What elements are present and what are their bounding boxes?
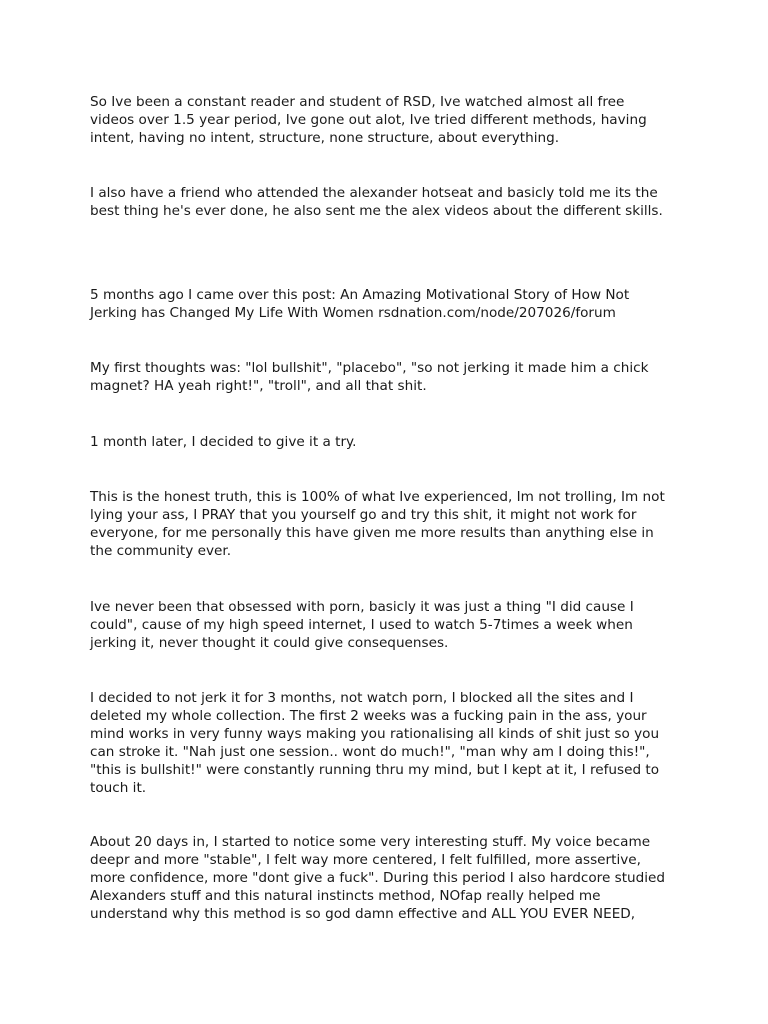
- paragraph-intro: So Ive been a constant reader and student of RSD, Ive watched almost all free videos over 1.5 year period, Ive gone out alot, Ive tried different methods, having intent, having no intent, structure, none structure, about everything.: [90, 94, 647, 146]
- paragraph-20-days: About 20 days in, I started to notice some very interesting stuff. My voice became deepr and more "stable", I felt way more centered, I felt fulfilled, more assertive, more confidence, more "dont give a fuck". During this period I also hardcore studied Alexanders stuff and this natural instincts method, NOfap really helped me understand why this method is so god damn effective and ALL YOU EVER NEED,: [90, 834, 666, 922]
- paragraph-decided: I decided to not jerk it for 3 months, not watch porn, I blocked all the sites and I deleted my whole collection. The first 2 weeks was a fucking pain in the ass, your mind works in very funny ways making you rationalising all kinds of shit just so you can stroke it. "Nah just one session.. wont do much!", "man why am I doing this!", "this is bullshit!" were constantly running thru my mind, but I kept at it, I refused to touch it.: [90, 690, 660, 796]
- paragraph-honest-truth: This is the honest truth, this is 100% of what Ive experienced, Im not trolling, Im not lying your ass, I PRAY that you yourself go and try this shit, it might not work for everyone, for me personally this have given me more results than anything else in the community ever.: [90, 489, 665, 559]
- paragraph-never-obsessed: Ive never been that obsessed with porn, basicly it was just a thing "I did cause I could", cause of my high speed internet, I used to watch 5-7times a week when jerking it, never thought it could give consequenses.: [90, 599, 634, 651]
- paragraph-month-later: 1 month later, I decided to give it a try.: [90, 434, 357, 450]
- paragraph-friend: I also have a friend who attended the alexander hotseat and basicly told me its the best thing he's ever done, he also sent me the alex videos about the different skills.: [90, 185, 663, 219]
- paragraph-post: 5 months ago I came over this post: An Amazing Motivational Story of How Not Jerking has Changed My Life With Women rsdnation.com/node/207026/forum: [90, 287, 630, 321]
- paragraph-first-thoughts: My first thoughts was: "lol bullshit", "placebo", "so not jerking it made him a chick magnet? HA yeah right!", "troll", and all that shit.: [90, 360, 649, 394]
